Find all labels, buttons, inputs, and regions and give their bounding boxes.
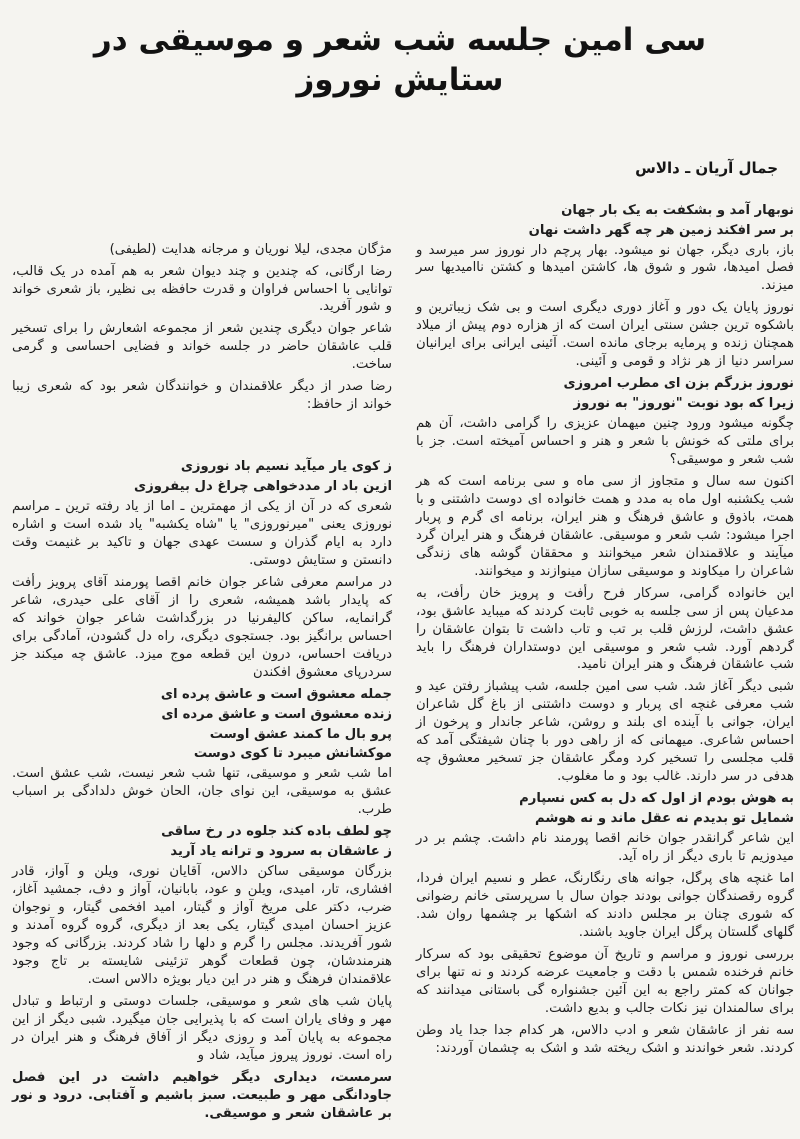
verse-line: نوبهار آمد و بشکفت به یک بار جهان [561,202,794,218]
paragraph: رضا صدر از دیگر علاقمندان و خوانندگان شعر بود که شعری زیبا خواند از حافظ: [12,379,392,413]
paragraph: پایان شب های شعر و موسیقی، جلسات دوستی و ارتباط و تبادل مهر و وفای یاران است که با پذیرایی جان میگیرد. شبی دیگر از این مجموعه به پایان آمد و روزی دیگر از آفاق فرهنگ و هنر ایران در راه است. نوروز پیروز میآید، شاد و [12,993,392,1063]
verse-line: شمایل تو بدیدم نه عقل ماند و نه هوشم [534,811,794,827]
paragraph: بررسی نوروز و مراسم و تاریخ آن موضوع تحقیقی بود که سرکار خانم فرخنده شمس با دقت و جامعیت عرضه کردند و نه تنها برای جوانان که کمتر راجع به این آئین جشنواره گی باستانی میدانند که برای سالمندان نیز نکات جالب و بدیع داشت. [416,946,794,1016]
article-body [0,201,800,1127]
paragraph: باز، باری دیگر، جهان نو میشود. بهار پرچم دار نوروز سر میرسد و فصل امیدها، شور و شوق ها، کاشتن امیدها و کشتن ناامیدیها سر میزند. [416,242,794,294]
verse-line: پرو بال ما کمند عشق اوست [209,726,392,742]
paragraph: اکنون سه سال و متجاوز از سی ماه و سی برنامه است که هر شب یکشنبه اول ماه به مدد و همت خانواده ای دوست داشتنی و با همت، باذوق و عاشق فرهنگ و هنر ایران، برنامه ای گرم و پربار اجرا میشود: شب شعر و موسیقی. عاشقان فرهنگ و هنر ایران گرد میآیند و علاقمندان شعر میخوانند و محققان گوشه های زندگی شاعران را میکاوند و موسیقی سازان مینوازند و میخوانند. [416,473,794,579]
column-right [416,201,794,1062]
paragraph: اما غنچه های پرگل، جوانه های رنگارنگ، عطر و نسیم ایران فردا، گروه رقصندگان جوانی بودند جوان سال با سرپرستی خانم رضوانی که شوری چنان بر مجلس دادند که اشکها بر چشمها روان شد. گلهای گلستان پرگل ایران جاوید باشند. [416,870,794,940]
verse-line: به هوش بودم از اول که دل به کس نسپارم [519,791,794,807]
verse-line: چو لطف باده کند جلوه در رخ ساقی [161,824,392,840]
byline: جمال آریان ـ دالاس [635,158,778,177]
paragraph: سه نفر از عاشقان شعر و ادب دالاس، هر کدام جدا جدا یاد وطن کردند. شعر خواندند و اشک ریخته شد و اشک به چشمان آوردند: [416,1022,794,1056]
verse-line: ز کوی یار میآید نسیم باد نوروزی [180,459,392,475]
paragraph: سرمست، دیداری دیگر خواهیم داشت در این فصل جاودانگی مهر و طبیعت. سبز باشیم و آفتابی. درود و نور بر عاشقان شعر و موسیقی. [12,1069,392,1121]
paragraph: این شاعر گرانقدر جوان خانم اقصا پورمند نام داشت. چشم بر در میدوزیم تا باری دیگر از راه آید. [416,831,794,864]
paragraph: این خانواده گرامی، سرکار فرح رأفت و پرویز خان رأفت، به مدعیان پس از سی جلسه به خوبی ثابت کردند که میباید عاشق بود، عشق داشت، لرزش قلب بر تب و تاب داشت تا بتوان عاشقان را گردهم آورد. شب شعر و موسیقی این دوستداران فرهنگ را باید شب عاشقان فرهنگ و هنر ایران نامید. [416,585,794,673]
verse-line: نوروز بزرگم بزن ای مطرب امروزی [563,376,794,392]
headline: سی امین جلسه شب شعر و موسیقی در ستایش نوروز [93,22,707,99]
paragraph: مژگان مجدی، لیلا نوریان و مرجانه هدایت (لطیفی) [109,241,392,257]
paragraph: شعری که در آن از یکی از مهمترین ـ اما از یاد رفته ترین ـ مراسم نوروزی یعنی "میرنوروزی" یا "شاه یکشبه" یاد شده است و اشاره دارد به ایام گذران و سست عهدی جهان و تاکید بر غنیمت وقت دانستن و ستایش دوستی. [12,499,392,568]
verse-line: بر سر افکند زمین هر چه گهر داشت نهان [528,222,794,238]
paragraph: شبی دیگر آغاز شد. شب سی امین جلسه، شب پیشباز رفتن عید و شب معرفی غنچه ای پربار و دوست داشتنی از باغ گل شاعران ایران، جوانی با آینده ای بلند و روشن، شاعر جاندار و پرخون از احساس شاعری. میهمانی که از راهی دور با چنان شیفتگی آمد که قلب مجلسی را تسخیر کرد ومگر عاشقان جز تسخیر معشوق چه هدفی در سر دارند. غالب بود و ما مغلوب. [416,679,794,785]
paragraph: شاعر جوان دیگری چندین شعر از مجموعه اشعارش را برای تسخیر قلب عاشقان حاضر در جلسه خواند و فضایی احساسی و گرمی ساخت. [12,321,392,373]
paragraph: چگونه میشود ورود چنین میهمان عزیزی را گرامی داشت، آن هم برای ملتی که خونش با شعر و هنر و احساس آمیخته است. جز با شب شعر و موسیقی؟ [416,416,794,467]
verse-line: زنده معشوق است و عاشق مرده ای [161,706,392,722]
column-left [12,241,392,1127]
paragraph: در مراسم معرفی شاعر جوان خانم اقصا پورمند آقای پرویز رأفت که پایدار باشد همیشه، شعری را از آقای علی حیدری، شاعر گرانمایه، ساکن کالیفرنیا در بزرگداشت شاعر جوان خواند که احساس برانگیز بود. جستجوی دیگری، راه دل گشودن، آمادگی برای دریافت احساس، درون این قطعه موج میزد. عاشق چه میکند جز سردرپای معشوق افکندن [12,574,392,680]
verse-line: جمله معشوق است و عاشق پرده ای [160,686,392,702]
verse-line: زیرا که بود نوبت "نوروز" به نوروز [573,396,794,412]
paragraph: اما شب شعر و موسیقی، تنها شب شعر نیست، شب عشق است. عشق به موسیقی، این نوای جان، الحان خوش دلدادگی بر اسباب طرب. [12,766,392,818]
verse-line: موکشانش میبرد تا کوی دوست [193,746,392,762]
paragraph: نوروز پایان یک دور و آغاز دوری دیگری است و بی شک زیباترین و باشکوه ترین جشن سنتی ایران است که از هزاره دوم پیش از میلاد همچنان زنده و پرمایه برجای مانده است. آئینی ایرانی برای ایرانیان سراسر دنیا از هر نژاد و قومی و آئینی. [416,300,794,370]
paragraph: رضا ارگانی، که چندین و چند دیوان شعر به هم آمده در یک قالب، توانایی با احساس فراوان و قدرت حافظه بی نظیر، باز شعری خواند و شور آفرید. [12,263,392,315]
verse-line: ازین باد ار مددخواهی چراغ دل بیفروزی [134,479,392,495]
paragraph: بزرگان موسیقی ساکن دالاس، آقایان نوری، ویلن و آواز، قادر افشاری، تار، امیدی، ویلن و عود، بابانیان، آواز و دف، جمشید آغاز، ضرب، دکتر علی مریخ آواز و گیتار، امید افخمی گیتار، و نوجوان عزیز احسان امیدی گیتار، یکی بعد از دیگری، گروه گروه آمدند و شور آفریدند. مجلس را گرم و دلها را شاد کردند. بزرگانی که وجود هنرمندشان، چون قطعات گوهر تزئینی شایسته بر تاج وجود علاقمندان فرهنگ و هنر در این دیار بویژه دالاس است. [12,864,392,987]
verse-line: ز عاشقان به سرود و ترانه یاد آرید [170,844,392,860]
